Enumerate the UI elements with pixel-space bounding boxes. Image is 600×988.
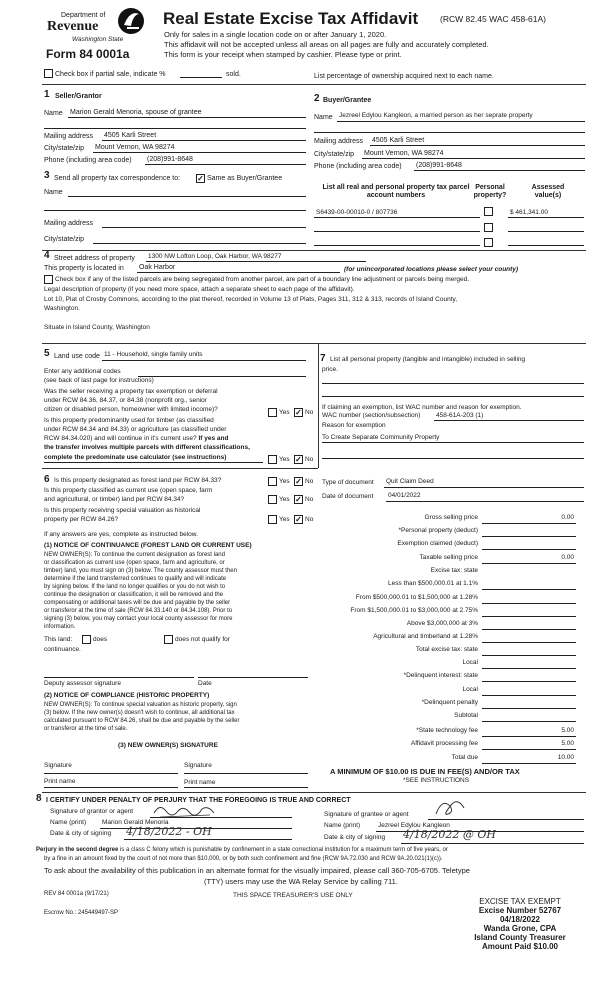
total-due-label: Total due — [451, 754, 478, 761]
deputy-date-label: Date — [198, 680, 212, 687]
historic-text-2: (3) below. If the new owner(s) doesn't wish to continue, all additional tax — [44, 710, 235, 716]
buyer-phone-line — [414, 170, 585, 171]
forest-no-checkbox[interactable]: ✓ — [295, 477, 302, 486]
deputy-signature-line — [44, 677, 194, 678]
parcel-account-number[interactable]: S6439-00-00010-0 / 807736 — [316, 209, 398, 216]
no-label: No — [305, 456, 314, 463]
historic-text-1: NEW OWNER(S): To continue special valuation as historic property, sign — [44, 702, 237, 708]
buyer-name-value[interactable]: Jezreel Edylou Kangleon, a married person as her seprate property — [339, 112, 533, 119]
see-instructions-note: *SEE INSTRUCTIONS — [403, 777, 470, 784]
personal-property-label: List all personal property (tangible and intangible) included in selling — [330, 356, 526, 363]
reason-value[interactable]: To Create Separate Community Property — [322, 434, 440, 441]
yes-label: Yes — [279, 496, 290, 503]
grantor-signature-line — [150, 817, 292, 818]
timber-yes-checkbox[interactable] — [268, 455, 277, 464]
current-use-question-2: and agricultural, or timber) land per RCW 84.34? — [44, 496, 185, 503]
historic-text-3: calculated pursuant to RCW 84.26, shall be due and payable by the seller — [44, 718, 240, 724]
section7-number: 7 — [320, 353, 326, 364]
timber-question-3: RCW 84.34.020) and will continue in it's current use? If yes and — [44, 435, 229, 442]
personal-property-checkbox-3[interactable] — [484, 238, 493, 247]
personal-property-label-2: price. — [322, 366, 338, 373]
seller-blank-line — [44, 128, 306, 129]
bracket-2-line — [482, 603, 576, 604]
form-number: Form 84 0001a — [46, 47, 130, 61]
stamp-line-2: Excise Number 52767 — [478, 905, 562, 915]
form-title: Real Estate Excise Tax Affidavit — [163, 9, 419, 28]
personal-property-col-header: Personal property? — [473, 184, 507, 200]
affidavit-processing-fee-label: Affidavit processing fee — [410, 740, 478, 747]
notice-text-3: timber) land, you must sign on (3) below. The county assessor must then — [44, 568, 237, 574]
land-use-label: Land use code — [54, 353, 100, 360]
bracket-3-label: From $1,500,000.01 to $3,000,000 at 2.75% — [350, 607, 478, 614]
owner-signature-line-2 — [184, 773, 308, 774]
stamp-line-4: Wanda Grone, CPA — [483, 923, 557, 933]
value-line-3 — [508, 245, 584, 246]
yes-label: Yes — [279, 516, 290, 523]
forest-yes-checkbox[interactable] — [268, 477, 277, 486]
stamp-line-5: Island County Treasurer — [474, 932, 566, 942]
seller-phone-line — [145, 164, 306, 165]
local-line — [482, 668, 576, 669]
unincorporated-note: (for unincorporated locations please select your county) — [344, 266, 519, 273]
current-use-yes-checkbox[interactable] — [268, 495, 277, 504]
buyer-name-line — [337, 121, 585, 122]
taxable-selling-price-value[interactable]: 0.00 — [561, 554, 574, 561]
exemption-yes-checkbox[interactable] — [268, 408, 277, 417]
seller-city-label: City/state/zip — [44, 145, 85, 152]
certify-statement: I CERTIFY UNDER PENALTY OF PERJURY THAT THE FOREGOING IS TRUE AND CORRECT — [46, 797, 351, 804]
print-name-label-2: Print name — [184, 779, 216, 786]
any-yes-note: If any answers are yes, complete as instructed below. — [44, 531, 198, 538]
parcel-line-1 — [314, 217, 480, 218]
seller-name-value[interactable]: Marion Gerald Menoria, spouse of grantee — [70, 109, 202, 116]
bracket-4-label: Above $3,000,000 at 3% — [406, 620, 478, 627]
header-line-3: This form is your receipt when stamped by cashier. Please type or print. — [164, 50, 402, 59]
does-not-label: does not qualify for — [175, 636, 230, 643]
wac-value[interactable]: 458-61A-203 (1) — [436, 412, 484, 419]
notice-text-6: continue the designation or classification, it will be removed and the — [44, 592, 224, 598]
revenue-logo-icon — [115, 6, 147, 36]
grantee-date-value[interactable]: 4/18/2022 @ OH — [403, 828, 497, 841]
historic-question-2: property per RCW 84.26? — [44, 516, 119, 523]
stamp-line-6: Amount Paid $10.00 — [481, 941, 559, 951]
situate-text[interactable]: Situate in Island County, Washington — [44, 324, 150, 331]
seller-phone-value[interactable]: (208)991-8648 — [147, 156, 193, 163]
owner-print-line-1 — [44, 787, 178, 788]
doc-type-value[interactable]: Quit Claim Deed — [386, 478, 434, 485]
proc-line — [482, 749, 576, 750]
seller-phone-label: Phone (including area code) — [44, 157, 132, 164]
section3-number: 3 — [44, 170, 50, 181]
deputy-date-line — [198, 677, 308, 678]
historic-no-checkbox[interactable]: ✓ — [295, 515, 302, 524]
treasurer-stamp — [460, 898, 580, 952]
land-use-line — [102, 360, 306, 361]
total-state-label: Total excise tax: state — [415, 646, 478, 653]
same-as-buyer-label: Same as Buyer/Grantee — [207, 175, 283, 182]
located-in-line — [137, 272, 340, 273]
notice-text-5: by signing below. If the land no longer qualifies or you do not wish to — [44, 584, 226, 590]
local-2-label: Local — [462, 686, 478, 693]
claim-exemption-note: If claiming an exemption, list WAC number and reason for exemption. — [322, 404, 522, 411]
reason-line-2 — [322, 458, 584, 459]
grantor-date-line — [124, 839, 292, 840]
dept-label: Department of — [61, 12, 106, 19]
exemption-line — [482, 549, 576, 550]
print-name-label-1: Print name — [44, 778, 76, 785]
seller-number: 1 — [44, 89, 50, 100]
parcel-line-2 — [314, 231, 480, 232]
no-label: No — [305, 478, 314, 485]
buyer-phone-value[interactable]: (208)991-8648 — [416, 162, 462, 169]
section3-name-label: Name — [44, 189, 63, 196]
accessibility-text-2: (TTY) users may use the WA Relay Service by calling 711. — [204, 877, 398, 886]
legal-description-line-2[interactable]: Washington. — [44, 305, 80, 312]
divider — [42, 84, 586, 85]
notice-text-10: information. — [44, 624, 76, 630]
bracket-4-line — [482, 629, 576, 630]
exemption-no-checkbox[interactable]: ✓ — [295, 408, 302, 417]
section3-mailing-label: Mailing address — [44, 220, 94, 227]
section3-city-line — [93, 243, 306, 244]
grantee-date-label: Date & city of signing — [324, 834, 386, 841]
treasurer-use-label: THIS SPACE TREASURER'S USE ONLY — [233, 892, 353, 899]
notice-compliance-heading: (2) NOTICE OF COMPLIANCE (HISTORIC PROPERTY) — [44, 692, 210, 699]
segregated-label: Check box if any of the listed parcels are being segregated from another parcel, are part of a boundary line adjustment or parcels being merged. — [55, 276, 470, 283]
subtotal-label: Subtotal — [454, 712, 478, 719]
accessibility-text-1: To ask about the availability of this publication in an alternate format for the visually impaired, please call 360-705-6705. Teletype — [44, 866, 470, 875]
perjury-text-2: by a fine in an amount fixed by the court of not more than $10,000, or by both such confinement and fine (RCW 9A.72.030 and RCW 9A.20.021(1)(c)). — [44, 856, 443, 862]
continuance-label: continuance. — [44, 646, 81, 653]
legal-description-label: Legal description of property (if you need more space, attach a separate sheet to each page of the affidavit). — [44, 286, 355, 293]
section3-blank-line — [44, 210, 306, 211]
historic-text-4: or transferor at the time of sale. — [44, 726, 128, 732]
bracket-5-label: Agricultural and timberland at 1.28% — [373, 633, 478, 640]
section8-number: 8 — [36, 793, 42, 804]
notice-text-4: determine if the land transferred continues to qualify and will indicate — [44, 576, 227, 582]
value-line-2 — [508, 231, 584, 232]
yes-label: Yes — [279, 478, 290, 485]
does-qualify-checkbox[interactable] — [82, 635, 91, 644]
list-pct-note: List percentage of ownership acquired next to each name. — [314, 73, 494, 80]
street-address-line — [146, 261, 366, 262]
grantor-date-label: Date & city of signing — [50, 830, 112, 837]
seller-mailing-line — [102, 140, 306, 141]
buyer-name-label: Name — [314, 114, 333, 121]
partial-sold-label: sold. — [226, 71, 241, 78]
additional-codes-label: Enter any additional codes — [44, 368, 121, 375]
total-state-line — [482, 655, 576, 656]
exemption-question-1: Was the seller receiving a property tax exemption or deferral — [44, 388, 218, 395]
taxable-line — [482, 563, 576, 564]
notice-text-8: or transferor at the time of sale (RCW 84.33.140 or 84.34.108). Prior to — [44, 608, 233, 614]
seller-name-label: Name — [44, 110, 63, 117]
gross-line — [482, 523, 576, 524]
buyer-city-label: City/state/zip — [314, 151, 355, 158]
signature-label-2: Signature — [184, 762, 212, 769]
personal-property-checkbox-2[interactable] — [484, 223, 493, 232]
buyer-number: 2 — [314, 93, 320, 104]
signature-label-1: Signature — [44, 762, 72, 769]
timber-no-checkbox[interactable]: ✓ — [295, 455, 302, 464]
seller-mailing-label: Mailing address — [44, 133, 94, 140]
timber-question-5: complete the predominate use calculator (see instructions) — [44, 454, 227, 461]
does-label: does — [93, 636, 108, 643]
state-technology-fee-label: *State technology fee — [416, 727, 478, 734]
partial-sale-checkbox[interactable] — [44, 69, 53, 78]
owner-print-line-2 — [184, 787, 308, 788]
no-label: No — [305, 409, 314, 416]
partial-sale-label: Check box if partial sale, indicate % — [55, 71, 166, 78]
this-land-label: This land: — [44, 636, 73, 643]
grantee-signature-line — [428, 819, 584, 820]
grantee-signature-label: Signature of grantee or agent — [324, 811, 409, 818]
local-2-line — [482, 695, 576, 696]
agency-logo-text: Revenue — [47, 19, 99, 34]
historic-question-1: Is this property receiving special valuation as historical — [44, 507, 201, 514]
exemption-question-2: under RCW 84.36, 84.37, or 84.38 (nonprofit org., senior — [44, 397, 207, 404]
personal-property-deduct-label: *Personal property (deduct) — [398, 527, 478, 534]
header-line-2: This affidavit will not be accepted unless all areas on all pages are fully and accurately completed. — [164, 40, 489, 49]
section4-number: 4 — [44, 250, 50, 261]
grantee-print-label: Name (print) — [324, 822, 361, 829]
buyer-city-value[interactable]: Mount Vernon, WA 98274 — [364, 150, 444, 157]
parcel-line-3 — [314, 245, 480, 246]
delinq-line — [482, 681, 576, 682]
revision-label: REV 84 0001a (9/17/21) — [44, 891, 109, 897]
located-in-label: This property is located in — [44, 265, 124, 272]
section3-mailing-line — [102, 227, 306, 228]
minimum-due-note: A MINIMUM OF $10.00 IS DUE IN FEE(S) AND/OR TAX — [330, 767, 520, 776]
personal-property-line-1 — [322, 383, 584, 384]
wac-line — [434, 420, 584, 421]
yes-label: Yes — [279, 456, 290, 463]
seller-mailing-value[interactable]: 4505 Karli Street — [104, 132, 157, 139]
grantor-print-label: Name (print) — [50, 819, 87, 826]
subtotal-line — [482, 721, 576, 722]
tech-line — [482, 736, 576, 737]
divider — [42, 343, 586, 344]
no-label: No — [305, 496, 314, 503]
gross-selling-price-label: Gross selling price — [424, 514, 478, 521]
doc-date-label: Date of document — [322, 493, 374, 500]
doc-date-value[interactable]: 04/01/2022 — [388, 492, 421, 499]
divider — [42, 250, 586, 251]
buyer-heading: Buyer/Grantee — [323, 97, 372, 104]
buyer-mailing-line — [370, 145, 585, 146]
no-label: No — [305, 516, 314, 523]
parcels-col-header: List all real and personal property tax parcel account numbers — [322, 184, 470, 200]
personal-property-checkbox-1[interactable] — [484, 207, 493, 216]
reason-label: Reason for exemption — [322, 422, 386, 429]
state-technology-fee-value[interactable]: 5.00 — [561, 727, 574, 734]
delinquent-interest-label: *Delinquent interest: state — [403, 672, 478, 679]
buyer-city-line — [362, 158, 585, 159]
section5-number: 5 — [44, 348, 50, 359]
header-line-1: Only for sales in a single location code on or after January 1, 2020. — [164, 30, 387, 39]
grantor-signature[interactable] — [150, 801, 220, 821]
delinquent-penalty-label: *Delinquent penalty — [421, 699, 478, 706]
assessed-value[interactable]: $ 461,341.00 — [510, 209, 548, 216]
deputy-signature-label: Deputy assessor signature — [44, 680, 121, 687]
land-use-value[interactable]: 11 - Household, single family units — [104, 351, 203, 358]
see-back-note: (see back of last page for instructions) — [44, 377, 154, 384]
located-in-value[interactable]: Oak Harbor — [139, 264, 176, 271]
exemption-question-3: citizen or disabled person, homeowner with limited income)? — [44, 406, 218, 413]
historic-yes-checkbox[interactable] — [268, 515, 277, 524]
total-due-value[interactable]: 10.00 — [557, 754, 574, 761]
divider — [42, 792, 586, 793]
segregated-checkbox[interactable] — [44, 275, 53, 284]
notice-text-2: or classification as current use (open space, farm and agriculture, or — [44, 560, 225, 566]
grantor-print-value[interactable]: Marion Gerald Menoria — [102, 819, 169, 826]
grantee-signature[interactable] — [430, 796, 470, 820]
section6-number: 6 — [44, 474, 50, 485]
bracket-1-label: Less than $500,000.01 at 1.1% — [388, 580, 478, 587]
affidavit-processing-fee-value[interactable]: 5.00 — [561, 740, 574, 747]
owner-signature-line-1 — [44, 773, 178, 774]
section3-name-line — [68, 196, 306, 197]
notice-text-7: compensating or additional taxes will be due and payable by the seller — [44, 600, 231, 606]
current-use-question-1: Is this property classified as current use (open space, farm — [44, 487, 213, 494]
additional-codes-line — [138, 376, 306, 377]
seller-city-value[interactable]: Mount Vernon, WA 98274 — [95, 144, 175, 151]
doc-date-line — [386, 501, 584, 502]
legal-description-line-1[interactable]: Lot 10, Plat of Crosby Commons, according to the plat thereof, recorded in Volume 13 of Plats, Pages 311, 312 & 313, records of Island County, — [44, 296, 458, 303]
seller-heading: Seller/Grantor — [55, 93, 102, 100]
grantor-date-value[interactable]: 4/18/2022 - OH — [126, 825, 212, 838]
seller-name-line — [68, 117, 306, 118]
state-label: Washington State — [72, 36, 124, 43]
timber-question-2: under RCW 84.34 and 84.33) or agriculture (as classified under — [44, 426, 227, 433]
personal-property-line-2 — [322, 396, 584, 397]
same-as-buyer-checkbox[interactable]: ✓ — [197, 174, 204, 183]
buyer-mailing-label: Mailing address — [314, 138, 364, 145]
yes-label: Yes — [279, 409, 290, 416]
section3-city-label: City/state/zip — [44, 236, 85, 243]
grantee-date-line — [401, 843, 584, 844]
bracket-5-line — [482, 642, 576, 643]
timber-question-4: the transfer involves multiple parcels with different classifications, — [44, 444, 250, 451]
column-divider — [318, 343, 319, 468]
buyer-blank-line — [314, 132, 585, 133]
bracket-2-label: From $500,000.01 to $1,500,000 at 1.28% — [355, 594, 478, 601]
doc-type-line — [384, 487, 584, 488]
assessed-value-col-header: Assessed value(s) — [531, 184, 565, 200]
seller-city-line — [93, 152, 306, 153]
exemption-claimed-label: Exemption claimed (deduct) — [397, 540, 478, 547]
local-label: Local — [462, 659, 478, 666]
total-line — [482, 763, 576, 764]
value-line-1 — [508, 217, 584, 218]
stamp-line-1: EXCISE TAX EXEMPT — [479, 897, 561, 906]
personal-line — [482, 536, 576, 537]
street-address-value[interactable]: 1300 NW Lofton Loop, Oak Harbor, WA 98277 — [148, 253, 282, 260]
buyer-mailing-value[interactable]: 4505 Karli Street — [372, 137, 425, 144]
current-use-no-checkbox[interactable]: ✓ — [295, 495, 302, 504]
new-owner-signature-heading: (3) NEW OWNER(S) SIGNATURE — [118, 742, 218, 749]
reason-line-1 — [322, 442, 584, 443]
penalty-line — [482, 708, 576, 709]
grantor-signature-label: Signature of grantor or agent — [50, 808, 134, 815]
notice-text-9: signing (3) below, you may contact your local county assessor for more — [44, 616, 233, 622]
doc-type-label: Type of document — [322, 479, 374, 486]
forest-question: Is this property designated as forest land per RCW 84.33? — [54, 477, 222, 484]
stamp-line-3: 04/18/2022 — [499, 914, 541, 924]
does-not-qualify-checkbox[interactable] — [164, 635, 173, 644]
excise-state-label: Excise tax: state — [430, 567, 478, 574]
gross-selling-price-value[interactable]: 0.00 — [561, 514, 574, 521]
notice-text-1: NEW OWNER(S): To continue the current designation as forest land — [44, 552, 225, 558]
bracket-3-line — [482, 616, 576, 617]
bracket-1-line — [482, 589, 576, 590]
section3-label: Send all property tax correspondence to: — [54, 175, 181, 182]
timber-question-1: Is this property predominantly used for timber (as classified — [44, 417, 214, 424]
escrow-number: Escrow No.: 245449497-SP — [44, 910, 119, 916]
wac-label: WAC number (section/subsection) — [322, 412, 421, 419]
street-address-label: Street address of property — [54, 255, 135, 262]
form-rcw: (RCW 82.45 WAC 458-61A) — [440, 14, 546, 24]
taxable-selling-price-label: Taxable selling price — [419, 554, 478, 561]
buyer-phone-label: Phone (including area code) — [314, 163, 402, 170]
timber-underline — [44, 462, 263, 463]
notice-continuance-heading: (1) NOTICE OF CONTINUANCE (FOREST LAND OR CURRENT USE) — [44, 542, 252, 549]
perjury-text-1: Perjury in the second degree is a class C felony which is punishable by confinement in a state correctional institution for a maximum term of five years, or — [36, 847, 448, 853]
partial-pct-field[interactable] — [180, 77, 222, 78]
divider — [42, 468, 318, 469]
grantee-print-value[interactable]: Jezreel Edylou Kangleon — [378, 822, 450, 829]
